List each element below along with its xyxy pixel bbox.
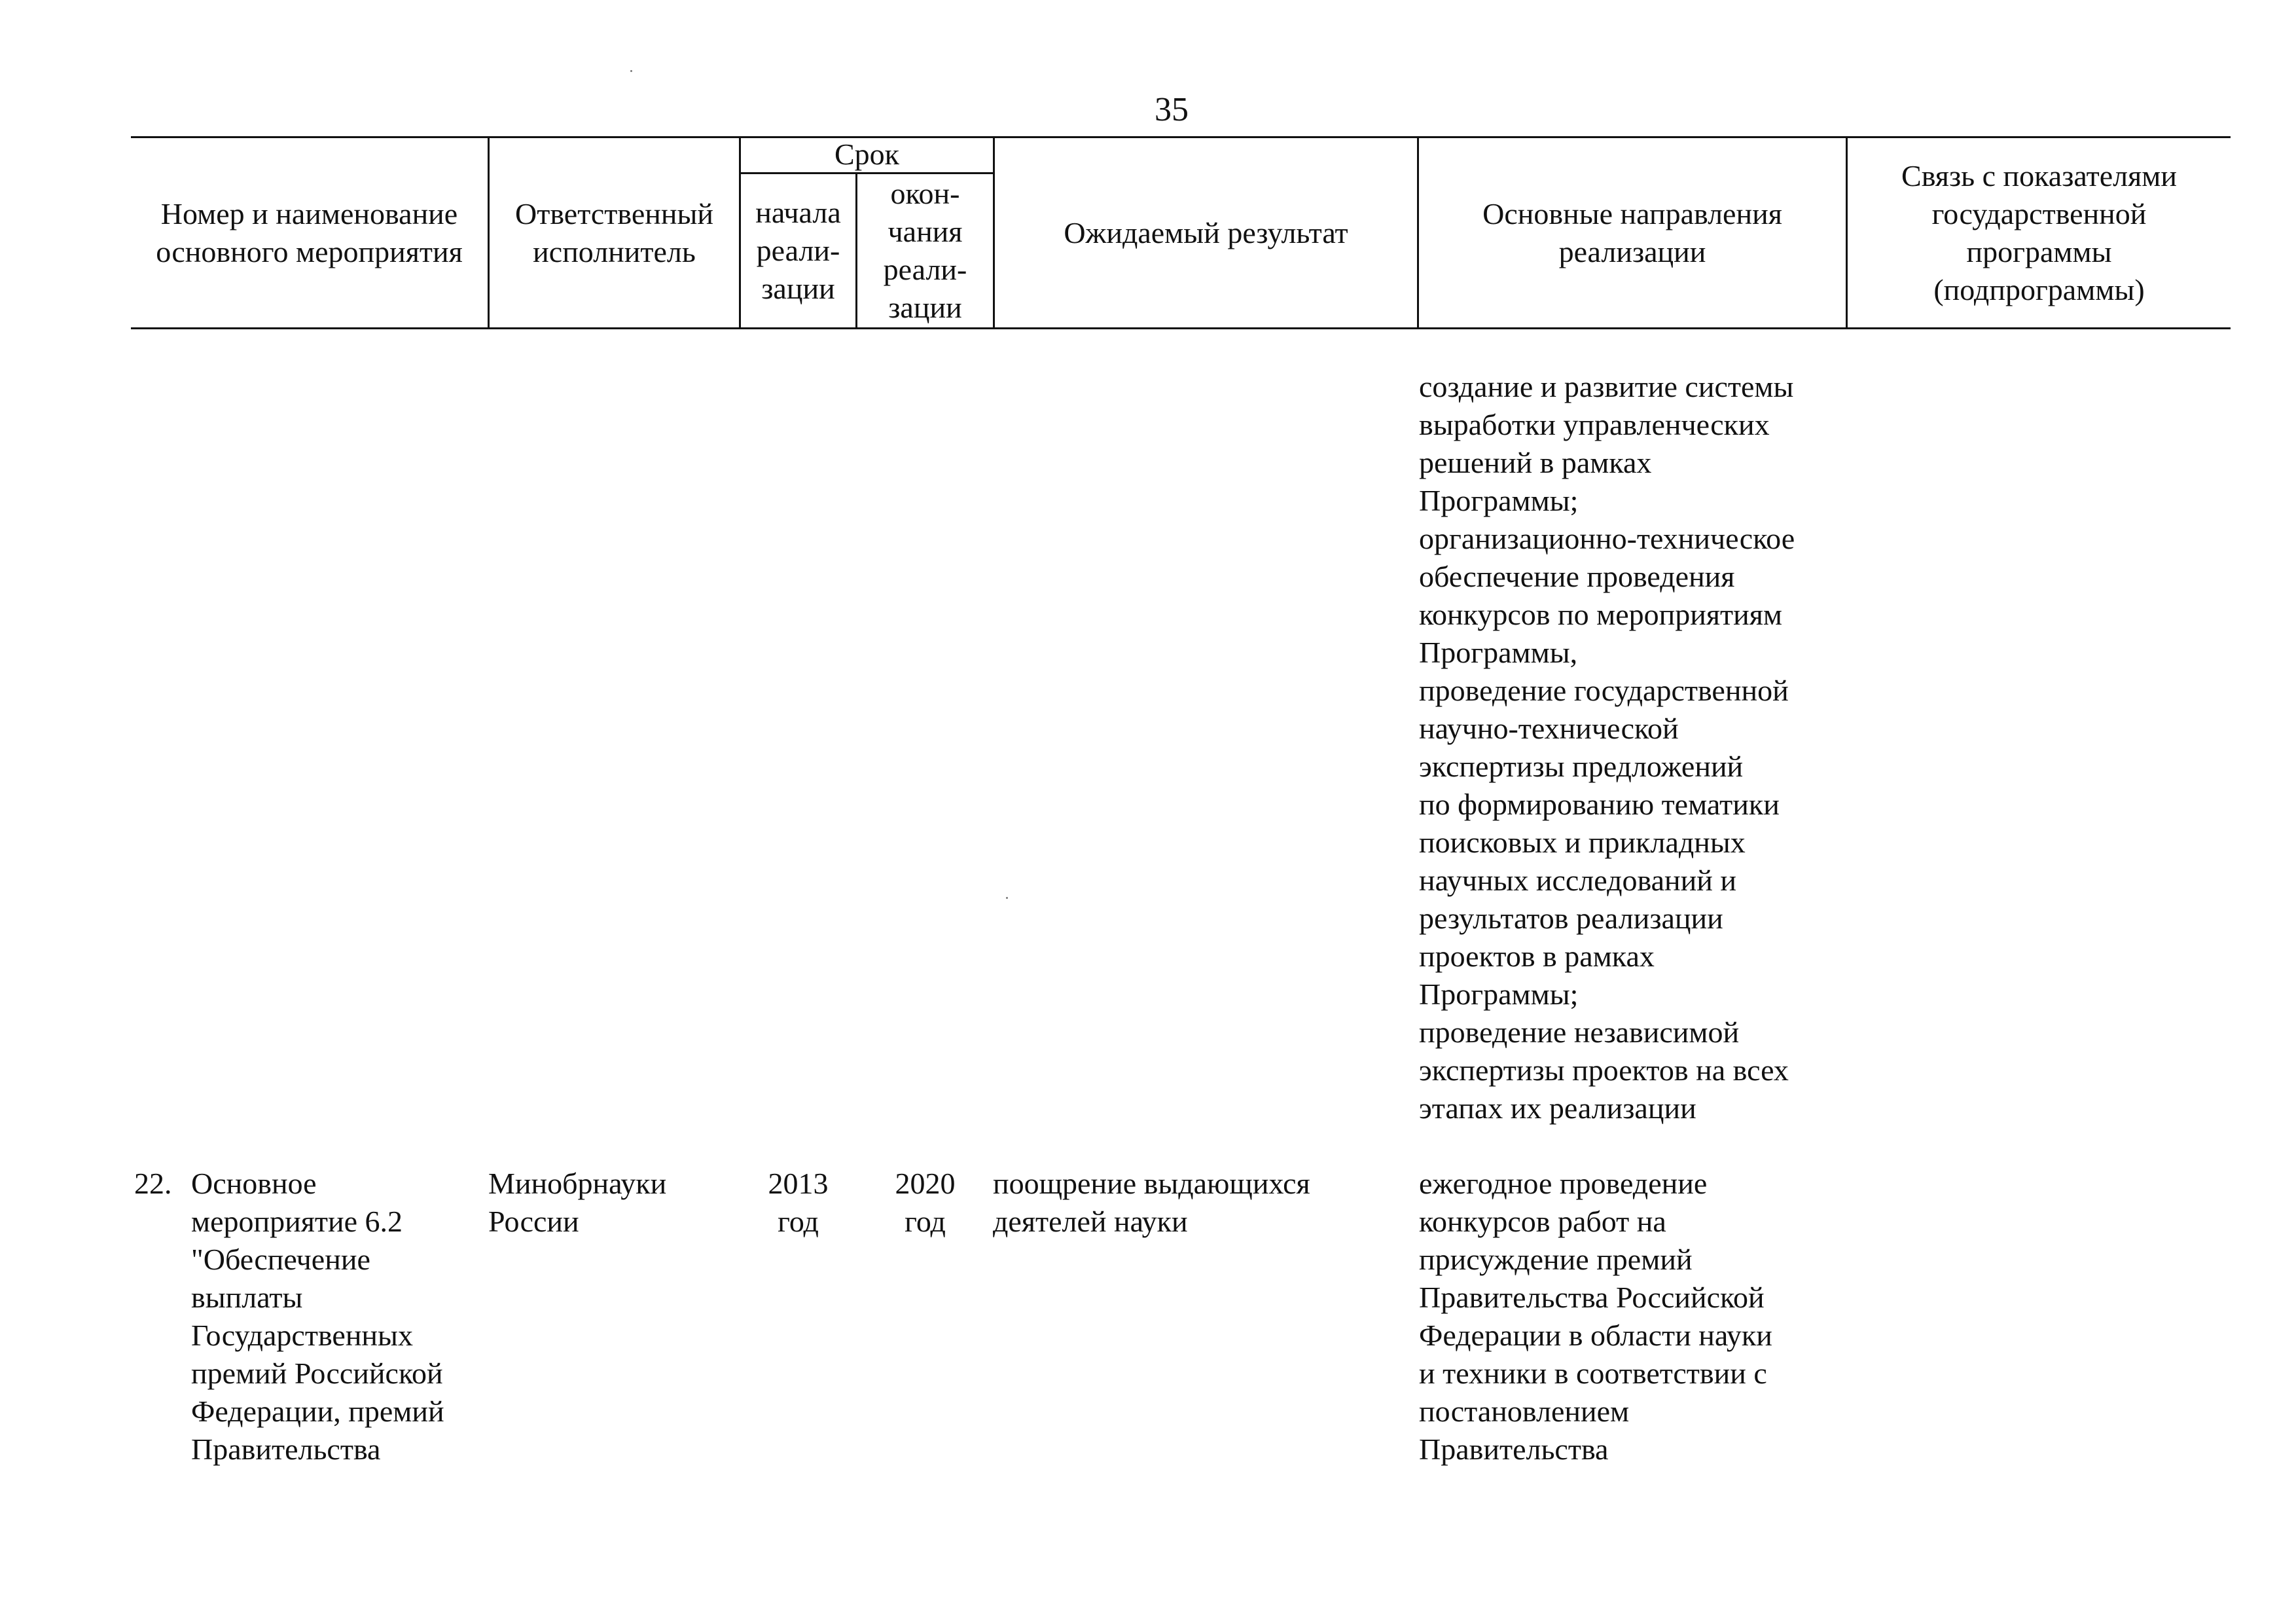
header-number-name: Номер и наименование основного мероприятия bbox=[156, 196, 463, 268]
table-header-bottom-rule bbox=[131, 327, 2231, 329]
header-srok-start: начала реали- зации bbox=[755, 196, 841, 305]
table-row-name: Основное мероприятие 6.2 "Обеспечение выплаты Государственных премий Российской Федерации, премий Правительства bbox=[191, 1167, 444, 1466]
header-link-indicators: Связь с показателями государственной программы (подпрограммы) bbox=[1901, 158, 2177, 306]
table-row-directions: ежегодное проведение конкурсов работ на присуждение премий Правительства Российской Федерации в области науки и техники в соответствии с постановлением Правительства bbox=[1419, 1167, 1772, 1466]
table-row-responsible: Минобрнауки России bbox=[488, 1167, 667, 1238]
table-row-start-year: 2013 год bbox=[768, 1167, 829, 1238]
header-srok: Срок bbox=[834, 137, 900, 171]
table-row-number: 22. bbox=[134, 1167, 172, 1200]
header-responsible: Ответственный исполнитель bbox=[515, 196, 713, 268]
header-srok-end: окон- чания реали- зации bbox=[883, 177, 967, 324]
table-row-directions: создание и развитие системы выработки управленческих решений в рамках Программы; организационно-техническое обеспечение проведения конкурсов по мероприятиям Программы, проведение государственной научно-технической экспертизы предложений по формированию тематики поисковых и прикладных научных исследований и результатов реализации проектов в рамках Программы; проведение независимой экспертизы проектов на всех этапах их реализации bbox=[1419, 370, 1795, 1125]
header-directions: Основные направления реализации bbox=[1482, 196, 1782, 268]
scan-speck bbox=[630, 70, 632, 72]
header-expected-result: Ожидаемый результат bbox=[1064, 215, 1348, 249]
page-number: 35 bbox=[1155, 91, 1189, 128]
scan-speck bbox=[1006, 897, 1008, 899]
table-row-expected-result: поощрение выдающихся деятелей науки bbox=[993, 1167, 1310, 1238]
table-row-end-year: 2020 год bbox=[895, 1167, 956, 1238]
